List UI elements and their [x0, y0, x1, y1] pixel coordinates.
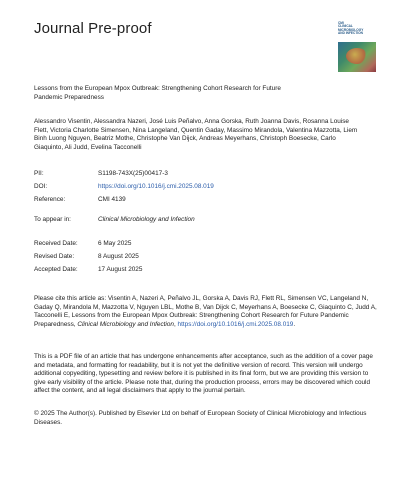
article-title: Lessons from the European Mpox Outbreak: Strengthening Cohort Research for Future Pandemic Preparedness [34, 85, 281, 101]
meta-received [34, 240, 132, 247]
meta-pii-value: S1198-743X(25)00417-3 [98, 170, 168, 177]
journal-cover-thumbnail [336, 20, 378, 74]
citation-prefix: Please cite this article as: Visentin A, Nazeri A, Peñalvo JL, Gorska A, Davis RJ, Flett RL, Simensen VC, Langeland N, Gaday Q, Mirandola M, Mazzotta V, Nguyen LBL, Mothe B, Van Dijck C, Meyerhans A, Boesecke C, Giaquinto C, Judd A, Tacconelli E, Lessons from the European Mpox Outbreak: Strengthening Cohort Research for Future Pandemic Preparedness, [34, 295, 377, 328]
meta-doi-link[interactable]: https://doi.org/10.1016/j.cmi.2025.08.019 [98, 183, 214, 190]
meta-appear-label: To appear in: [34, 216, 71, 223]
meta-pii-label: PII: [34, 170, 44, 177]
meta-received-label: Received Date: [34, 240, 78, 247]
citation-journal: Clinical Microbiology and Infection [77, 320, 174, 328]
cover-brand-line1: CLINICAL MICROBIOLOGY [338, 24, 364, 32]
cover-image [338, 42, 376, 72]
cover-brand-cmi: CMI [338, 21, 344, 25]
meta-accepted-value: 17 August 2025 [98, 266, 143, 273]
meta-revised-label: Revised Date: [34, 253, 75, 260]
meta-reference [34, 196, 126, 203]
meta-reference-value: CMI 4139 [98, 196, 126, 203]
citation-end: . [293, 320, 296, 328]
meta-pii [34, 170, 168, 177]
meta-accepted-label: Accepted Date: [34, 266, 78, 273]
preproof-notice: This is a PDF file of an article that has undergone enhancements after acceptance, such as the addition of a cover page and metadata, and formatting for readability, but it is not yet the definitive version of record. This version will undergo additional copyediting, typesetting and review before it is published in its final form, but we are providing this version to give early visibility of the article. Please note that, during the production process, errors may be discovered which could affect the content, and all legal disclaimers that apply to the journal pertain. [34, 353, 373, 395]
meta-revised [34, 253, 139, 260]
citation-doi-link[interactable]: https://doi.org/10.1016/j.cmi.2025.08.019 [177, 320, 294, 328]
meta-appear-in [34, 216, 195, 223]
meta-received-value: 6 May 2025 [98, 240, 132, 247]
citation-paragraph [34, 295, 379, 329]
meta-appear-journal: Clinical Microbiology and Infection [98, 216, 195, 223]
author-list: Alessandro Visentin, Alessandra Nazeri, José Luis Peñalvo, Anna Gorska, Ruth Joanna Davis, Rosanna Louise Flett, Victoria Charlotte Simensen, Nina Langeland, Quentin Gaday, Massimo Mirandola, Valentina Mazzotta, Liem Binh Luong Nguyen, Beatriz Mothe, Christophe Van Dijck, Andreas Meyerhans, Christoph Boesecke, Carlo Giaquinto, Ali Judd, Evelina Tacconelli [34, 118, 358, 151]
copyright-notice: © 2025 The Author(s). Published by Elsevier Ltd on behalf of European Society of Clinical Microbiology and Infectious Diseases. [34, 410, 367, 426]
meta-accepted [34, 266, 143, 273]
meta-reference-label: Reference: [34, 196, 66, 203]
meta-doi [34, 183, 214, 190]
journal-preproof-title: Journal Pre-proof [34, 20, 152, 37]
meta-doi-label: DOI: [34, 183, 48, 190]
meta-revised-value: 8 August 2025 [98, 253, 139, 260]
citation-sep: , [173, 320, 178, 328]
cover-brand-line2: AND INFECTION [338, 31, 363, 36]
